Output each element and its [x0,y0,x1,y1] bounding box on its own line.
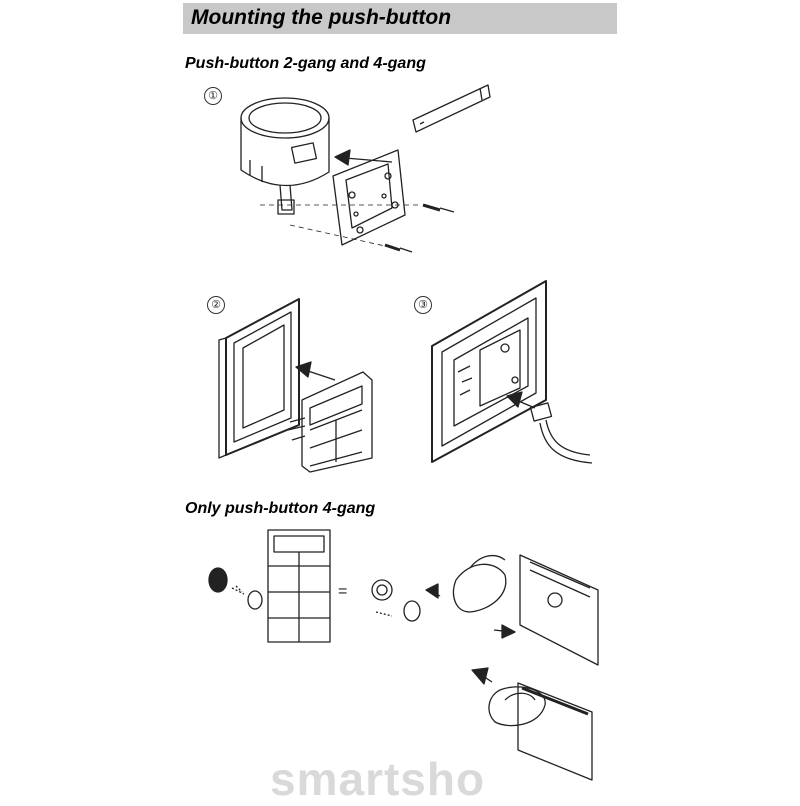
section-title-2-and-4-gang: Push-button 2-gang and 4-gang [185,55,426,72]
mounting-frame [333,150,405,245]
step-2-label: ② [211,299,221,311]
watermark-text: smartsho [270,753,486,805]
push-button-module [288,372,372,472]
arrow-into-frame [296,362,335,380]
installed-frame [432,281,546,462]
step-1-label: ① [208,90,218,102]
design-frame [219,299,299,458]
connector-bar [413,85,490,132]
arrow-cable-connect [507,392,535,408]
section-title-4-gang-only: Only push-button 4-gang [185,500,376,517]
arrow-to-box [335,150,392,165]
rocker-removal-parts [209,568,440,621]
panel-with-hand-top [454,555,598,665]
step-3-label: ③ [418,299,428,311]
panel-with-hand-bottom [472,668,592,780]
equals-sign: = [338,583,348,600]
flush-mounted-box [241,98,329,214]
page-title: Mounting the push-button [191,6,452,29]
bus-cable [530,403,592,463]
rocker-module [268,530,330,642]
